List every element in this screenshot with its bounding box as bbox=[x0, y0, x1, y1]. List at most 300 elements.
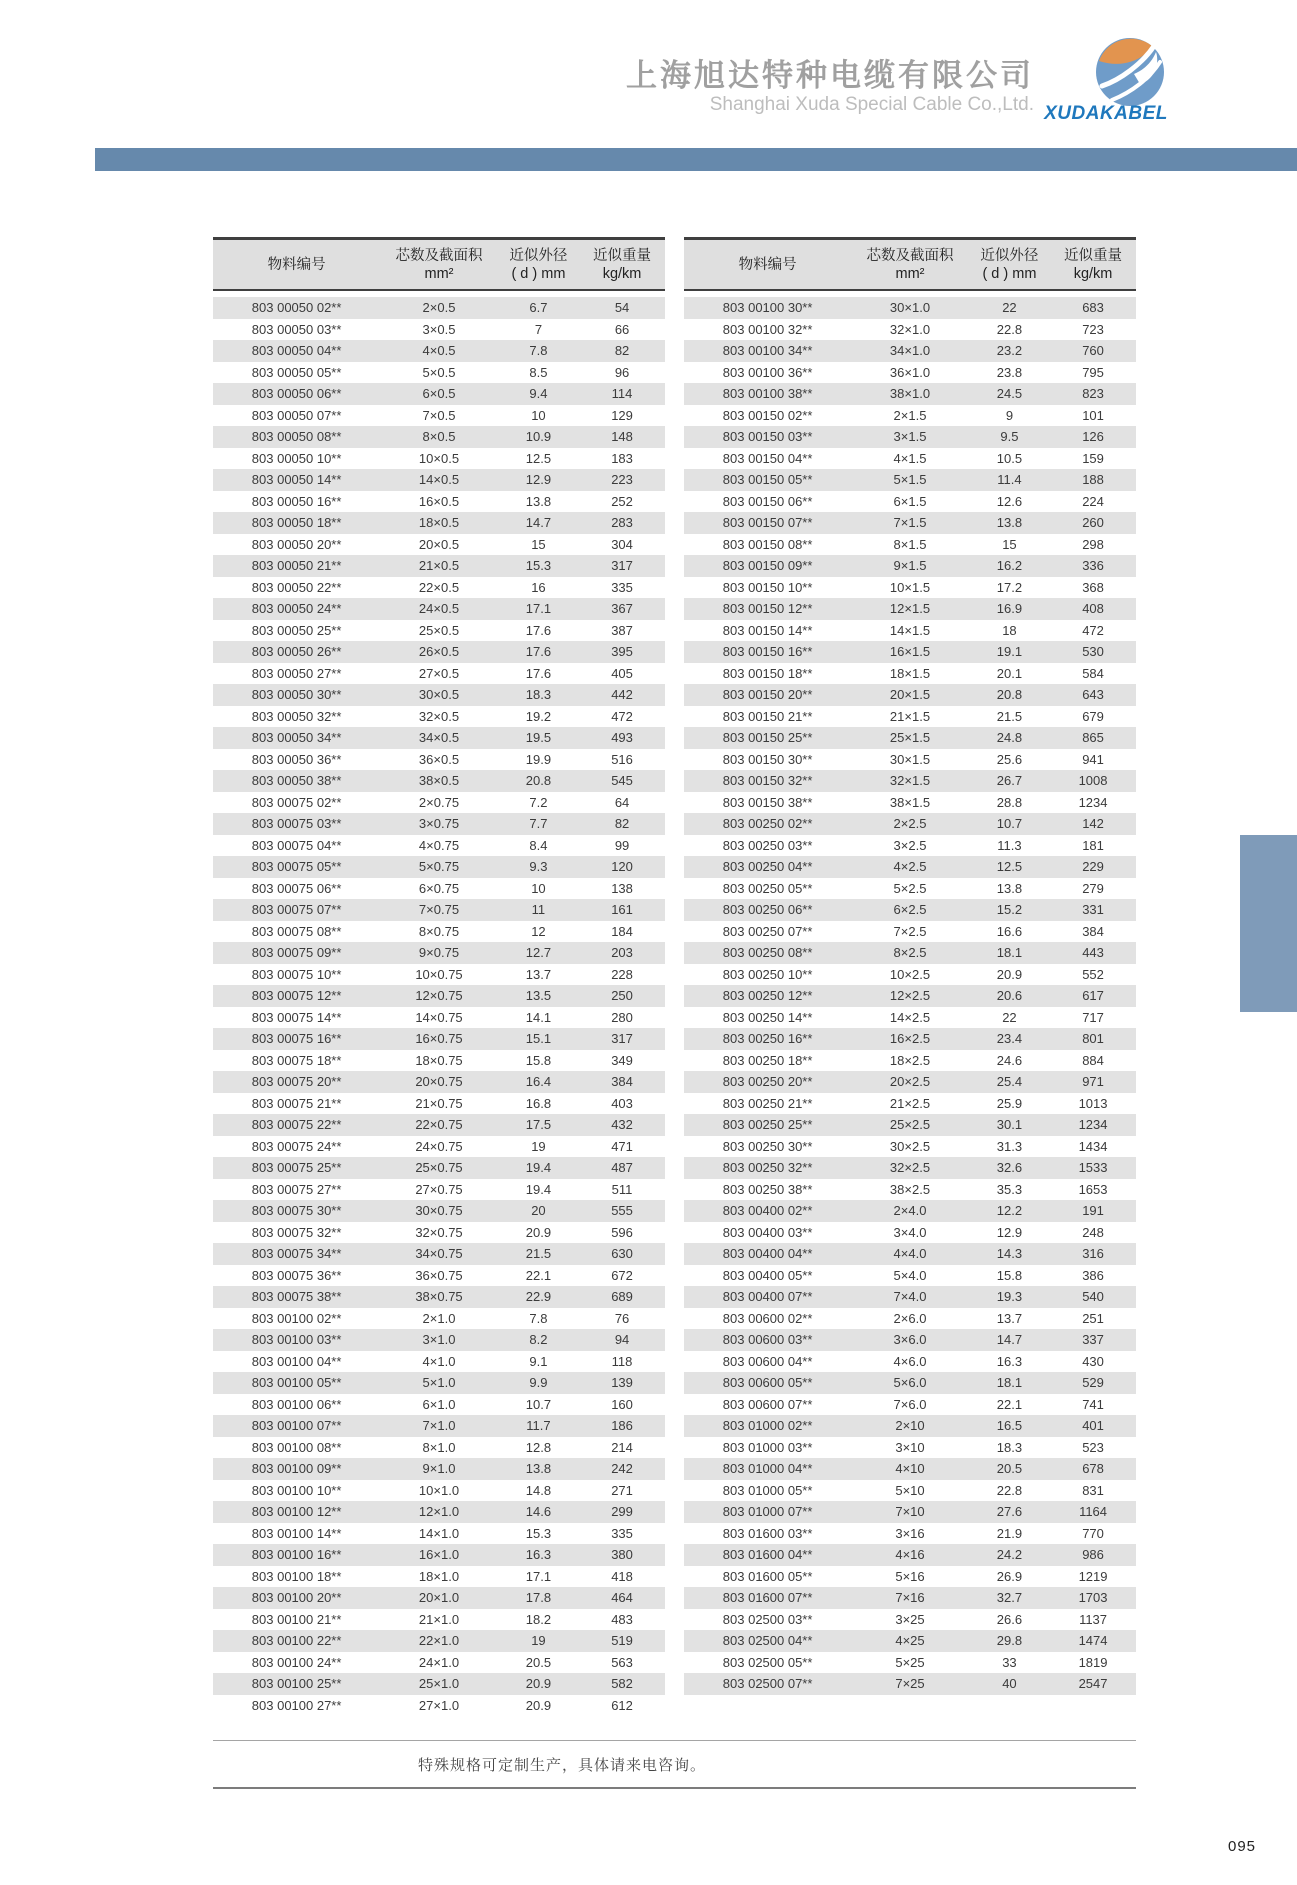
cell-diameter: 29.8 bbox=[996, 1633, 1023, 1649]
cell-diameter: 15.8 bbox=[525, 1052, 552, 1068]
cell-weight: 472 bbox=[1082, 622, 1104, 638]
cell-spec: 38×1.0 bbox=[889, 386, 931, 402]
cell-spec: 27×0.5 bbox=[418, 665, 460, 681]
cell-weight: 530 bbox=[1082, 644, 1104, 660]
cell-diameter: 17.1 bbox=[525, 601, 552, 617]
cell-spec: 3×16 bbox=[895, 1525, 925, 1541]
cell-diameter: 14.3 bbox=[996, 1246, 1023, 1262]
cell-spec: 18×2.5 bbox=[889, 1052, 931, 1068]
column-header-unit: mm² bbox=[895, 265, 925, 282]
cell-spec: 7×2.5 bbox=[893, 923, 927, 939]
cell-weight: 298 bbox=[1082, 536, 1104, 552]
cell-weight: 1234 bbox=[1078, 1117, 1108, 1133]
cell-diameter: 24.2 bbox=[996, 1547, 1023, 1563]
table-row bbox=[213, 1265, 665, 1287]
cell-weight: 191 bbox=[1082, 1203, 1104, 1219]
cell-code: 803 00050 18** bbox=[251, 515, 342, 531]
cell-spec: 2×1.0 bbox=[422, 1310, 456, 1326]
cell-spec: 7×1.5 bbox=[893, 515, 927, 531]
cell-code: 803 00400 04** bbox=[722, 1246, 813, 1262]
cell-spec: 4×6.0 bbox=[893, 1353, 927, 1369]
cell-weight: 280 bbox=[611, 1009, 633, 1025]
cell-code: 803 00100 18** bbox=[251, 1568, 342, 1584]
cell-code: 803 00050 07** bbox=[251, 407, 342, 423]
table-row bbox=[684, 1372, 1136, 1394]
column-header-unit: kg/km bbox=[602, 265, 642, 282]
cell-spec: 6×0.5 bbox=[422, 386, 456, 402]
table-row bbox=[213, 383, 665, 405]
cell-spec: 20×1.5 bbox=[889, 687, 931, 703]
table-row bbox=[213, 620, 665, 642]
cell-spec: 4×16 bbox=[895, 1547, 925, 1563]
cell-weight: 76 bbox=[614, 1310, 630, 1326]
cell-spec: 21×1.5 bbox=[889, 708, 931, 724]
cell-spec: 7×0.5 bbox=[422, 407, 456, 423]
cell-code: 803 00050 34** bbox=[251, 730, 342, 746]
column-header-label: 近似外径 bbox=[509, 247, 568, 264]
table-row bbox=[684, 899, 1136, 921]
column-header-diameter bbox=[969, 247, 1050, 283]
cell-code: 803 00100 09** bbox=[251, 1461, 342, 1477]
cell-code: 803 00250 14** bbox=[722, 1009, 813, 1025]
cell-diameter: 6.7 bbox=[529, 300, 548, 316]
cell-weight: 795 bbox=[1082, 364, 1104, 380]
cell-diameter: 15.3 bbox=[525, 558, 552, 574]
cell-weight: 683 bbox=[1082, 300, 1104, 316]
table-row bbox=[684, 319, 1136, 341]
cell-weight: 118 bbox=[611, 1353, 633, 1369]
table-row bbox=[213, 1587, 665, 1609]
cell-spec: 5×10 bbox=[895, 1482, 925, 1498]
cell-code: 803 00075 36** bbox=[251, 1267, 342, 1283]
cell-diameter: 13.8 bbox=[525, 493, 552, 509]
table-row bbox=[684, 1415, 1136, 1437]
cell-weight: 582 bbox=[611, 1676, 633, 1692]
cell-code: 803 00100 10** bbox=[251, 1482, 342, 1498]
cell-code: 803 00150 30** bbox=[722, 751, 813, 767]
cell-diameter: 25.4 bbox=[996, 1074, 1023, 1090]
cell-weight: 555 bbox=[611, 1203, 633, 1219]
cell-diameter: 27.6 bbox=[996, 1504, 1023, 1520]
cell-weight: 186 bbox=[611, 1418, 633, 1434]
cell-spec: 2×4.0 bbox=[893, 1203, 927, 1219]
cell-spec: 25×0.5 bbox=[418, 622, 460, 638]
cell-diameter: 18.2 bbox=[525, 1611, 552, 1627]
cell-diameter: 21.9 bbox=[996, 1525, 1023, 1541]
table-row bbox=[213, 856, 665, 878]
cell-spec: 3×0.5 bbox=[422, 321, 456, 337]
cell-diameter: 11.4 bbox=[997, 472, 1022, 488]
cell-weight: 717 bbox=[1082, 1009, 1104, 1025]
cell-spec: 32×0.75 bbox=[415, 1224, 463, 1240]
cell-weight: 432 bbox=[611, 1117, 633, 1133]
cell-spec: 8×0.5 bbox=[422, 429, 456, 445]
cell-spec: 30×0.75 bbox=[415, 1203, 463, 1219]
cell-weight: 540 bbox=[1082, 1289, 1104, 1305]
table-row bbox=[684, 856, 1136, 878]
table-row bbox=[684, 1566, 1136, 1588]
cell-weight: 252 bbox=[611, 493, 633, 509]
cell-code: 803 00075 14** bbox=[251, 1009, 342, 1025]
table-row bbox=[684, 383, 1136, 405]
table-row bbox=[684, 985, 1136, 1007]
cell-spec: 3×1.5 bbox=[893, 429, 927, 445]
cell-diameter: 14.6 bbox=[525, 1504, 552, 1520]
cell-spec: 3×0.75 bbox=[418, 816, 460, 832]
table-row bbox=[213, 813, 665, 835]
column-header-unit: mm² bbox=[424, 265, 454, 282]
table-row bbox=[213, 1437, 665, 1459]
cell-weight: 401 bbox=[1082, 1418, 1104, 1434]
table-row bbox=[213, 921, 665, 943]
table-row bbox=[684, 641, 1136, 663]
cell-weight: 1819 bbox=[1078, 1654, 1108, 1670]
cell-code: 803 00075 04** bbox=[251, 837, 342, 853]
cell-code: 803 00250 32** bbox=[722, 1160, 813, 1176]
cell-weight: 279 bbox=[1082, 880, 1104, 896]
cell-spec: 9×0.75 bbox=[418, 945, 460, 961]
cell-spec: 24×1.0 bbox=[418, 1654, 460, 1670]
chapter-side-tab bbox=[1240, 835, 1297, 1012]
cell-spec: 4×1.0 bbox=[422, 1353, 456, 1369]
column-header-spec bbox=[851, 247, 969, 283]
cell-diameter: 14.1 bbox=[525, 1009, 552, 1025]
cell-spec: 18×1.0 bbox=[418, 1568, 460, 1584]
product-table-left bbox=[213, 237, 665, 1716]
cell-weight: 380 bbox=[611, 1547, 633, 1563]
table-row bbox=[213, 1308, 665, 1330]
cell-diameter: 20.9 bbox=[996, 966, 1023, 982]
cell-code: 803 00250 02** bbox=[722, 816, 813, 832]
cell-diameter: 18.1 bbox=[996, 945, 1023, 961]
cell-spec: 12×1.5 bbox=[889, 601, 931, 617]
table-row bbox=[213, 706, 665, 728]
cell-diameter: 9.1 bbox=[529, 1353, 548, 1369]
table-row bbox=[684, 1523, 1136, 1545]
cell-code: 803 00050 27** bbox=[251, 665, 342, 681]
cell-weight: 865 bbox=[1082, 730, 1104, 746]
cell-code: 803 00075 21** bbox=[251, 1095, 342, 1111]
cell-code: 803 00150 08** bbox=[722, 536, 813, 552]
cell-weight: 386 bbox=[1082, 1267, 1104, 1283]
table-row bbox=[684, 340, 1136, 362]
cell-weight: 1013 bbox=[1078, 1095, 1108, 1111]
cell-spec: 36×0.5 bbox=[418, 751, 460, 767]
table-row bbox=[684, 1308, 1136, 1330]
cell-code: 803 00150 03** bbox=[722, 429, 813, 445]
table-row bbox=[213, 835, 665, 857]
cell-spec: 7×25 bbox=[895, 1676, 925, 1692]
table-row bbox=[213, 1007, 665, 1029]
table-row bbox=[213, 942, 665, 964]
cell-diameter: 23.2 bbox=[996, 343, 1023, 359]
cell-code: 803 00250 21** bbox=[722, 1095, 813, 1111]
cell-diameter: 19 bbox=[531, 1633, 546, 1649]
cell-diameter: 10.5 bbox=[996, 450, 1023, 466]
cell-diameter: 24.5 bbox=[996, 386, 1023, 402]
cell-weight: 335 bbox=[611, 579, 633, 595]
cell-code: 803 00050 30** bbox=[251, 687, 342, 703]
cell-weight: 563 bbox=[611, 1654, 633, 1670]
cell-spec: 38×0.75 bbox=[415, 1289, 463, 1305]
cell-code: 803 00250 04** bbox=[722, 859, 813, 875]
cell-spec: 8×1.0 bbox=[422, 1439, 456, 1455]
cell-spec: 34×1.0 bbox=[889, 343, 931, 359]
cell-spec: 18×0.5 bbox=[418, 515, 460, 531]
cell-diameter: 22.9 bbox=[525, 1289, 552, 1305]
table-row bbox=[213, 1050, 665, 1072]
cell-code: 803 00250 16** bbox=[722, 1031, 813, 1047]
cell-diameter: 10 bbox=[531, 880, 546, 896]
table-row bbox=[684, 405, 1136, 427]
cell-spec: 32×1.0 bbox=[889, 321, 931, 337]
cell-diameter: 24.8 bbox=[996, 730, 1023, 746]
cell-code: 803 00600 04** bbox=[722, 1353, 813, 1369]
cell-diameter: 17.8 bbox=[525, 1590, 552, 1606]
cell-diameter: 20.9 bbox=[525, 1676, 552, 1692]
table-row bbox=[213, 727, 665, 749]
cell-diameter: 10.7 bbox=[996, 816, 1023, 832]
cell-diameter: 40 bbox=[1002, 1676, 1017, 1692]
table-row bbox=[213, 1136, 665, 1158]
cell-weight: 672 bbox=[611, 1267, 633, 1283]
cell-spec: 36×1.0 bbox=[889, 364, 931, 380]
cell-code: 803 00100 07** bbox=[251, 1418, 342, 1434]
table-row bbox=[684, 1329, 1136, 1351]
cell-code: 803 00250 30** bbox=[722, 1138, 813, 1154]
cell-weight: 511 bbox=[611, 1181, 633, 1197]
cell-spec: 4×25 bbox=[895, 1633, 925, 1649]
cell-code: 803 00150 14** bbox=[722, 622, 813, 638]
cell-diameter: 12.5 bbox=[525, 450, 552, 466]
cell-spec: 24×0.75 bbox=[415, 1138, 463, 1154]
cell-diameter: 13.7 bbox=[525, 966, 552, 982]
cell-spec: 10×2.5 bbox=[889, 966, 931, 982]
cell-code: 803 00400 02** bbox=[722, 1203, 813, 1219]
cell-weight: 387 bbox=[611, 622, 633, 638]
cell-code: 803 00050 26** bbox=[251, 644, 342, 660]
table-row bbox=[684, 362, 1136, 384]
cell-code: 803 00100 20** bbox=[251, 1590, 342, 1606]
cell-code: 803 00050 08** bbox=[251, 429, 342, 445]
cell-weight: 1434 bbox=[1078, 1138, 1108, 1154]
cell-spec: 8×0.75 bbox=[418, 923, 460, 939]
cell-diameter: 25.9 bbox=[996, 1095, 1023, 1111]
cell-diameter: 16.3 bbox=[525, 1547, 552, 1563]
cell-diameter: 13.8 bbox=[525, 1461, 552, 1477]
cell-spec: 25×2.5 bbox=[889, 1117, 931, 1133]
cell-spec: 6×2.5 bbox=[893, 902, 927, 918]
company-name-en: Shanghai Xuda Special Cable Co.,Ltd. bbox=[709, 94, 1034, 115]
cell-weight: 54 bbox=[614, 300, 630, 316]
cell-weight: 148 bbox=[611, 429, 633, 445]
table-row bbox=[684, 792, 1136, 814]
cell-code: 803 00150 07** bbox=[722, 515, 813, 531]
table-row bbox=[213, 985, 665, 1007]
cell-code: 803 00100 22** bbox=[251, 1633, 342, 1649]
cell-spec: 32×2.5 bbox=[889, 1160, 931, 1176]
cell-diameter: 17.1 bbox=[525, 1568, 552, 1584]
cell-diameter: 20.1 bbox=[996, 665, 1023, 681]
cell-spec: 16×1.0 bbox=[418, 1547, 460, 1563]
cell-weight: 403 bbox=[611, 1095, 633, 1111]
table-row bbox=[213, 577, 665, 599]
cell-spec: 2×0.75 bbox=[418, 794, 460, 810]
cell-code: 803 00075 07** bbox=[251, 902, 342, 918]
cell-spec: 32×0.5 bbox=[418, 708, 460, 724]
cell-weight: 831 bbox=[1082, 1482, 1104, 1498]
cell-weight: 596 bbox=[611, 1224, 633, 1240]
cell-spec: 2×0.5 bbox=[422, 300, 456, 316]
cell-weight: 464 bbox=[611, 1590, 633, 1606]
cell-diameter: 22 bbox=[1002, 1009, 1017, 1025]
cell-diameter: 19.4 bbox=[525, 1181, 552, 1197]
cell-spec: 22×0.75 bbox=[415, 1117, 463, 1133]
cell-spec: 24×0.5 bbox=[418, 601, 460, 617]
cell-code: 803 00075 12** bbox=[251, 988, 342, 1004]
cell-spec: 38×1.5 bbox=[889, 794, 931, 810]
cell-weight: 472 bbox=[611, 708, 633, 724]
cell-weight: 723 bbox=[1082, 321, 1104, 337]
cell-diameter: 20.6 bbox=[996, 988, 1023, 1004]
table-row bbox=[213, 1652, 665, 1674]
cell-diameter: 20 bbox=[531, 1203, 546, 1219]
cell-diameter: 8.5 bbox=[529, 364, 548, 380]
table-row bbox=[213, 555, 665, 577]
cell-diameter: 26.6 bbox=[996, 1611, 1023, 1627]
table-row bbox=[213, 1200, 665, 1222]
cell-code: 803 00400 03** bbox=[722, 1224, 813, 1240]
cell-diameter: 16.5 bbox=[996, 1418, 1023, 1434]
cell-spec: 7×6.0 bbox=[893, 1396, 927, 1412]
cell-spec: 5×2.5 bbox=[893, 880, 927, 896]
column-header-diameter bbox=[498, 247, 579, 283]
custom-order-note: 特殊规格可定制生产，具体请来电咨询。 bbox=[418, 1756, 707, 1774]
cell-diameter: 15.8 bbox=[996, 1267, 1023, 1283]
cell-weight: 250 bbox=[611, 988, 633, 1004]
table-row bbox=[684, 1630, 1136, 1652]
cell-diameter: 20.9 bbox=[525, 1224, 552, 1240]
cell-spec: 4×1.5 bbox=[893, 450, 927, 466]
cell-code: 803 00075 22** bbox=[251, 1117, 342, 1133]
table-row bbox=[213, 964, 665, 986]
cell-spec: 14×1.0 bbox=[418, 1525, 460, 1541]
cell-code: 803 00600 07** bbox=[722, 1396, 813, 1412]
table-row bbox=[213, 684, 665, 706]
cell-weight: 483 bbox=[611, 1611, 633, 1627]
cell-diameter: 9.4 bbox=[529, 386, 548, 402]
cell-spec: 5×0.5 bbox=[422, 364, 456, 380]
cell-spec: 38×2.5 bbox=[889, 1181, 931, 1197]
cell-code: 803 00250 38** bbox=[722, 1181, 813, 1197]
table-row bbox=[213, 1028, 665, 1050]
cell-weight: 405 bbox=[611, 665, 633, 681]
cell-code: 803 01600 04** bbox=[722, 1547, 813, 1563]
cell-weight: 770 bbox=[1082, 1525, 1104, 1541]
column-header-unit: kg/km bbox=[1073, 265, 1113, 282]
cell-diameter: 14.7 bbox=[996, 1332, 1023, 1348]
cell-code: 803 00150 05** bbox=[722, 472, 813, 488]
cell-spec: 16×0.5 bbox=[418, 493, 460, 509]
cell-spec: 25×1.5 bbox=[889, 730, 931, 746]
table-row bbox=[684, 1501, 1136, 1523]
cell-weight: 99 bbox=[614, 837, 630, 853]
cell-diameter: 20.8 bbox=[525, 773, 552, 789]
cell-diameter: 15.2 bbox=[996, 902, 1023, 918]
cell-spec: 20×1.0 bbox=[418, 1590, 460, 1606]
column-header-unit: ( d ) mm bbox=[511, 265, 566, 282]
cell-spec: 3×4.0 bbox=[893, 1224, 927, 1240]
table-row bbox=[684, 1265, 1136, 1287]
cell-code: 803 00075 34** bbox=[251, 1246, 342, 1262]
table-row bbox=[684, 469, 1136, 491]
cell-code: 803 00150 16** bbox=[722, 644, 813, 660]
table-row bbox=[213, 469, 665, 491]
cell-diameter: 33 bbox=[1002, 1654, 1017, 1670]
cell-diameter: 22.1 bbox=[525, 1267, 552, 1283]
cell-diameter: 16.4 bbox=[525, 1074, 552, 1090]
cell-diameter: 17.6 bbox=[525, 644, 552, 660]
cell-spec: 12×0.75 bbox=[415, 988, 463, 1004]
table-row bbox=[684, 684, 1136, 706]
cell-diameter: 17.6 bbox=[525, 622, 552, 638]
cell-spec: 12×2.5 bbox=[889, 988, 931, 1004]
cell-spec: 7×0.75 bbox=[418, 902, 460, 918]
cell-weight: 336 bbox=[1082, 558, 1104, 574]
table-row bbox=[684, 1587, 1136, 1609]
table-row bbox=[213, 1329, 665, 1351]
cell-spec: 20×0.5 bbox=[418, 536, 460, 552]
cell-code: 803 00100 38** bbox=[722, 386, 813, 402]
cell-spec: 10×1.0 bbox=[418, 1482, 460, 1498]
cell-code: 803 00250 25** bbox=[722, 1117, 813, 1133]
cell-weight: 317 bbox=[611, 558, 633, 574]
column-header-spec bbox=[380, 247, 498, 283]
cell-weight: 823 bbox=[1082, 386, 1104, 402]
cell-weight: 349 bbox=[611, 1052, 633, 1068]
column-header-label: 芯数及截面积 bbox=[395, 247, 483, 264]
cell-code: 803 00075 05** bbox=[251, 859, 342, 875]
cell-code: 803 00150 02** bbox=[722, 407, 813, 423]
table-row bbox=[684, 1609, 1136, 1631]
column-header-label: 芯数及截面积 bbox=[866, 247, 954, 264]
cell-diameter: 11.7 bbox=[526, 1418, 551, 1434]
cell-weight: 367 bbox=[611, 601, 633, 617]
cell-weight: 188 bbox=[1082, 472, 1104, 488]
table-row bbox=[684, 727, 1136, 749]
cell-diameter: 21.5 bbox=[525, 1246, 552, 1262]
cell-weight: 617 bbox=[1082, 988, 1104, 1004]
table-row bbox=[684, 1480, 1136, 1502]
table-row bbox=[213, 1673, 665, 1695]
cell-spec: 4×2.5 bbox=[893, 859, 927, 875]
cell-weight: 1219 bbox=[1078, 1568, 1108, 1584]
cell-code: 803 00075 27** bbox=[251, 1181, 342, 1197]
cell-spec: 6×0.75 bbox=[418, 880, 460, 896]
cell-diameter: 10.9 bbox=[525, 429, 552, 445]
cell-code: 803 00100 08** bbox=[251, 1439, 342, 1455]
column-header-label: 物料编号 bbox=[267, 256, 326, 273]
cell-diameter: 17.5 bbox=[525, 1117, 552, 1133]
cell-weight: 471 bbox=[611, 1138, 633, 1154]
cell-weight: 986 bbox=[1082, 1547, 1104, 1563]
table-row bbox=[684, 1007, 1136, 1029]
cell-spec: 30×1.0 bbox=[889, 300, 931, 316]
table-row bbox=[213, 1523, 665, 1545]
cell-spec: 14×1.5 bbox=[889, 622, 931, 638]
table-row bbox=[213, 899, 665, 921]
cell-code: 803 00250 12** bbox=[722, 988, 813, 1004]
